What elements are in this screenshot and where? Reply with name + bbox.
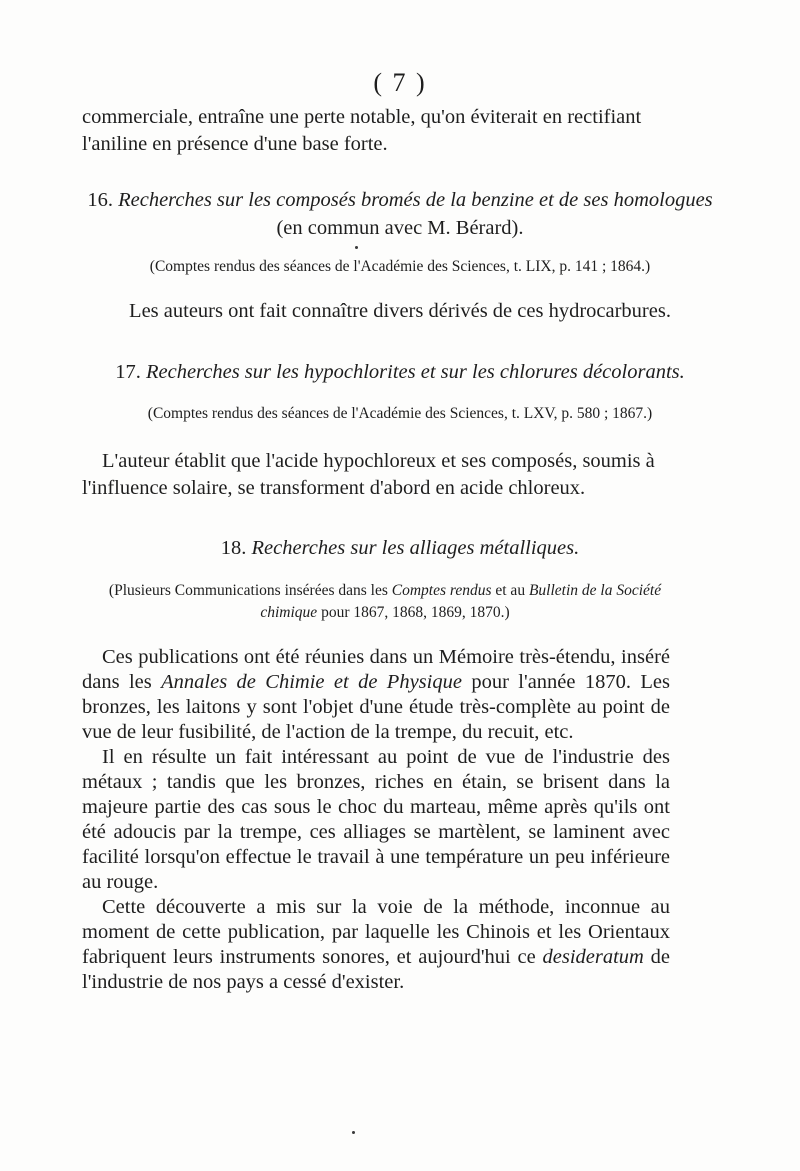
section-18-number: 18.: [220, 537, 247, 559]
citation-text-1: (Plusieurs Communications insérées dans les: [108, 582, 392, 599]
section-16-coauthor: (en commun avec M. Bérard).: [276, 217, 524, 239]
ink-speck: [355, 246, 358, 249]
paragraph-3-desideratum: desideratum: [542, 946, 644, 968]
section-17-citation: (Comptes rendus des séances de l'Académie des Sciences, t. LXV, p. 580 ; 1867.): [147, 405, 653, 422]
paragraph-3-text-b: de l'industrie de nos pays a cessé d'exister.: [82, 946, 670, 993]
opening-line-1: commerciale, entraîne une perte notable, qu'on éviterait en rectifiant: [82, 106, 642, 128]
citation-text-3: pour 1867, 1868, 1869, 1870.): [317, 604, 510, 621]
page-number: ( 7 ): [373, 68, 427, 97]
section-16-heading: [60, 186, 740, 214]
ink-speck-bottom: [352, 1131, 355, 1134]
section-16-title: Recherches sur les composés bromés de la benzine et de ses homologues: [118, 189, 713, 211]
section-16-body: Les auteurs ont fait connaître divers dérivés de ces hydrocarbures.: [129, 300, 671, 322]
paragraph-1: [82, 645, 670, 745]
section-18-body: [82, 645, 670, 995]
paragraph-2: Il en résulte un fait intéressant au point de vue de l'industrie des métaux ; tandis que les bronzes, riches en étain, se brisent dans la majeure partie des cas sous le choc du marteau, même après qu'ils ont été adoucis par la trempe, ces alliages se martèlent, se laminent avec facilité lorsqu'on effectue le travail à une température un peu inférieure au rouge.: [82, 746, 670, 893]
section-17-body-line-2: l'influence solaire, se transforment d'abord en acide chloreux.: [82, 477, 586, 499]
citation-text-2: et au: [491, 582, 529, 599]
paragraph-3: [82, 895, 670, 995]
section-17-title: Recherches sur les hypochlorites et sur les chlorures décolorants.: [145, 361, 685, 383]
section-17-number: 17.: [115, 361, 141, 383]
section-18-citation: [96, 580, 674, 624]
section-18-title: Recherches sur les alliages métalliques.: [251, 537, 580, 559]
section-16-number: 16.: [87, 189, 113, 211]
section-17-heading: [60, 358, 740, 386]
citation-bulletin: Bulletin de la Société chimique: [260, 582, 662, 621]
citation-comptes-rendus: Comptes rendus: [391, 582, 492, 599]
paragraph-1-text-b: pour l'année 1870. Les bronzes, les laitons y sont l'objet d'une étude très-complète au point de vue de leur fusibilité, de l'action de la trempe, du recuit, etc.: [82, 671, 670, 743]
paragraph-1-text-a: Ces publications ont été réunies dans un Mémoire très-étendu, inséré dans les: [82, 646, 670, 693]
paragraph-3-text-a: Cette découverte a mis sur la voie de la méthode, inconnue au moment de cette publication, par laquelle les Chinois et les Orientaux fabriquent leurs instruments sonores, et aujourd'hui ce: [82, 896, 670, 968]
paragraph-1-journal: Annales de Chimie et de Physique: [161, 671, 462, 693]
opening-line-2: l'aniline en présence d'une base forte.: [82, 133, 388, 155]
section-17-body-line-1: L'auteur établit que l'acide hypochloreux et ses composés, soumis à: [102, 450, 655, 472]
section-16-citation: (Comptes rendus des séances de l'Académie des Sciences, t. LIX, p. 141 ; 1864.): [149, 258, 651, 275]
section-18-heading: [60, 534, 740, 562]
